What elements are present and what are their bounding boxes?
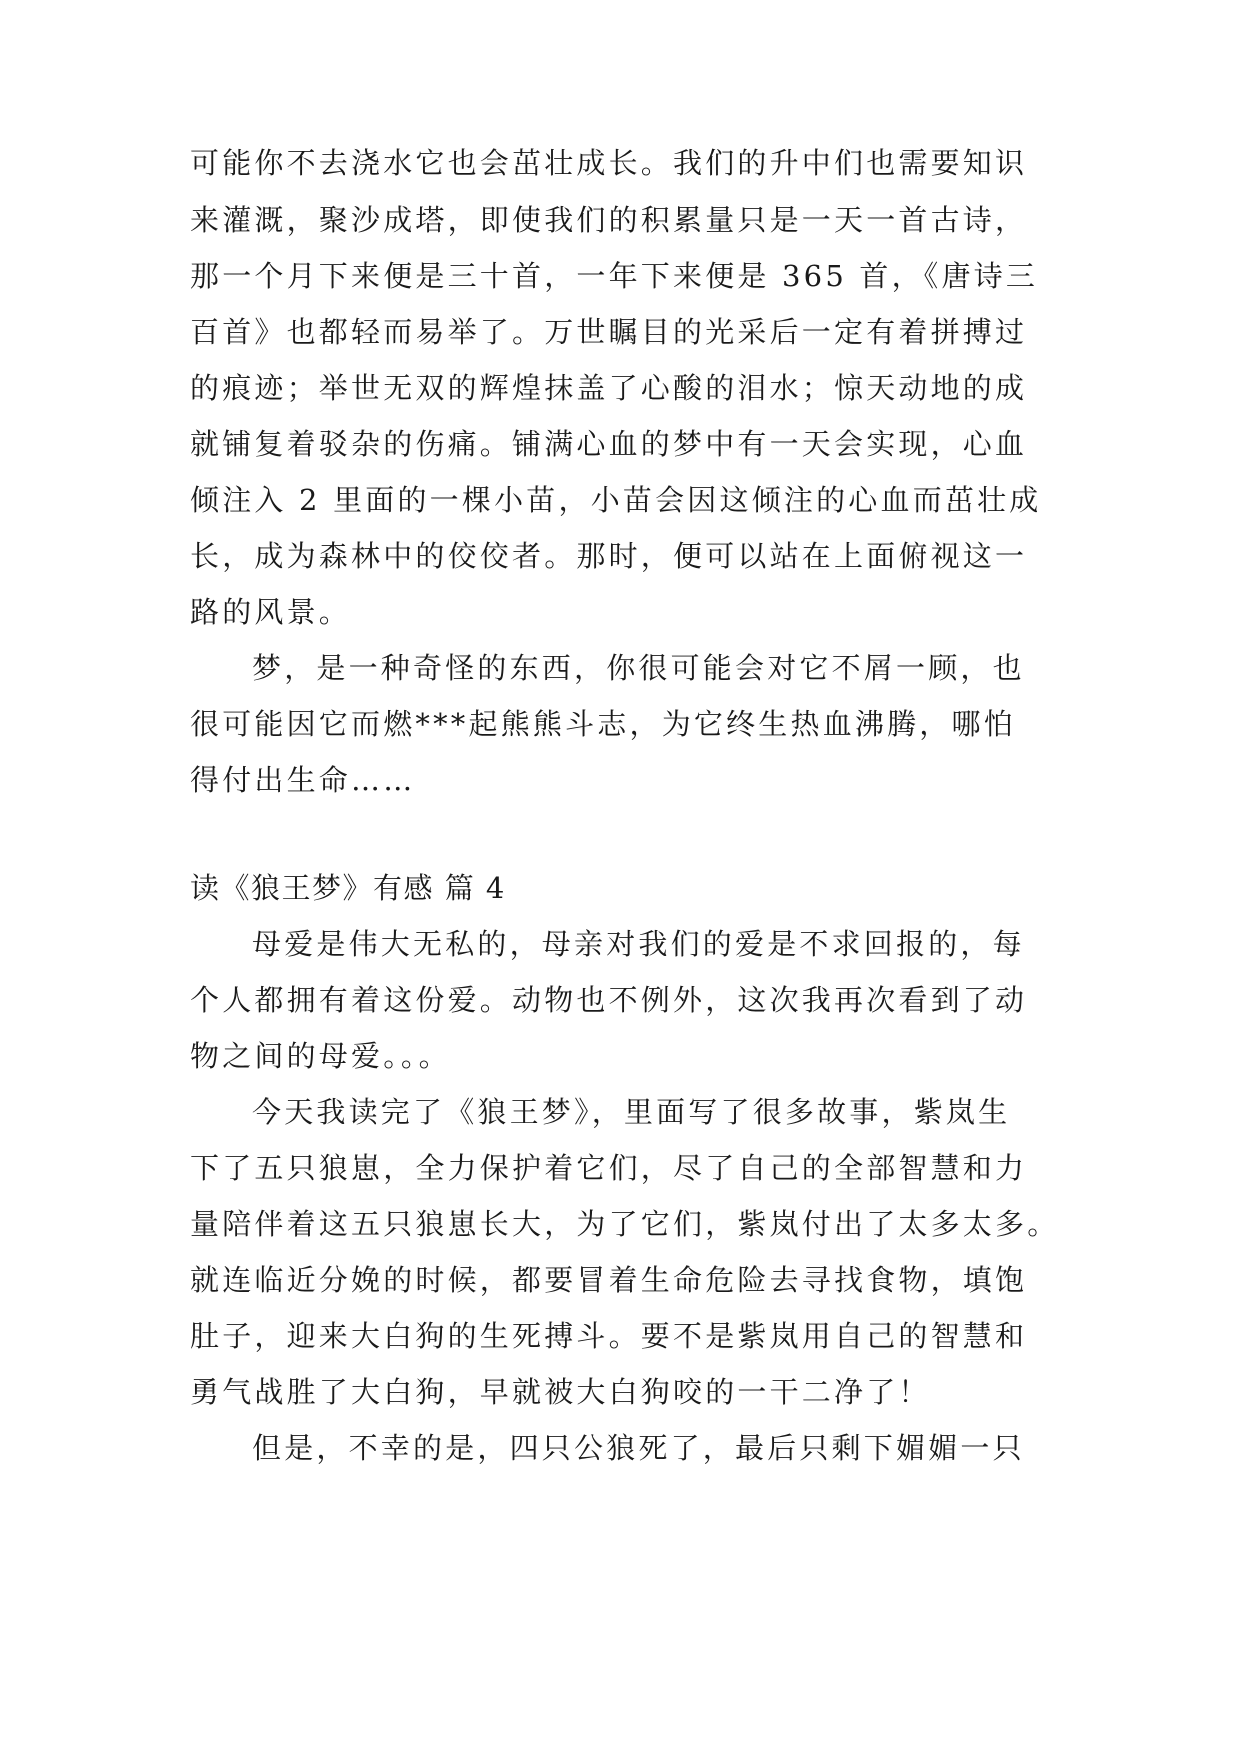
text-line: 梦，是一种奇怪的东西，你很可能会对它不屑一顾，也 [252, 651, 1025, 685]
text-line: 得付出生命…… [190, 763, 416, 797]
text-line: 的痕迹；举世无双的辉煌抹盖了心酸的泪水；惊天动地的成 [190, 371, 1028, 405]
text-line: 物之间的母爱。。。 [190, 1039, 451, 1073]
text-line: 可能你不去浇水它也会茁壮成长。我们的升中们也需要知识 [190, 146, 1028, 180]
text-line: 下了五只狼崽，全力保护着它们，尽了自己的全部智慧和力 [190, 1151, 1028, 1185]
text-line: 量陪伴着这五只狼崽长大，为了它们，紫岚付出了太多太多。 [190, 1207, 1060, 1241]
text-line: 路的风景。 [190, 595, 352, 629]
text-line: 来灌溉，聚沙成塔，即使我们的积累量只是一天一首古诗， [190, 203, 1028, 237]
text-line: 那一个月下来便是三十首，一年下来便是 365 首，《唐诗三 [190, 259, 1039, 293]
text-line: 肚子，迎来大白狗的生死搏斗。要不是紫岚用自己的智慧和 [190, 1319, 1028, 1353]
text-line: 但是，不幸的是，四只公狼死了，最后只剩下媚媚一只 [252, 1431, 1025, 1465]
text-line: 长，成为森林中的佼佼者。那时，便可以站在上面俯视这一 [190, 539, 1028, 573]
text-line: 很可能因它而燃***起熊熊斗志，为它终生热血沸腾，哪怕 [190, 707, 1016, 741]
text-line: 倾注入 2 里面的一棵小苗，小苗会因这倾注的心血而茁壮成 [190, 483, 1042, 517]
section-title: 读《狼王梦》有感 篇 4 [190, 871, 506, 905]
text-line: 今天我读完了《狼王梦》，里面写了很多故事，紫岚生 [252, 1095, 1011, 1129]
text-line: 勇气战胜了大白狗，早就被大白狗咬的一干二净了！ [190, 1375, 931, 1409]
text-line: 母爱是伟大无私的，母亲对我们的爱是不求回报的，每 [252, 927, 1025, 961]
text-line: 就铺复着驳杂的伤痛。铺满心血的梦中有一天会实现，心血 [190, 427, 1028, 461]
text-line: 个人都拥有着这份爱。动物也不例外，这次我再次看到了动 [190, 983, 1028, 1017]
text-line: 百首》也都轻而易举了。万世瞩目的光采后一定有着拼搏过 [190, 315, 1028, 349]
text-line: 就连临近分娩的时候，都要冒着生命危险去寻找食物，填饱 [190, 1263, 1028, 1297]
